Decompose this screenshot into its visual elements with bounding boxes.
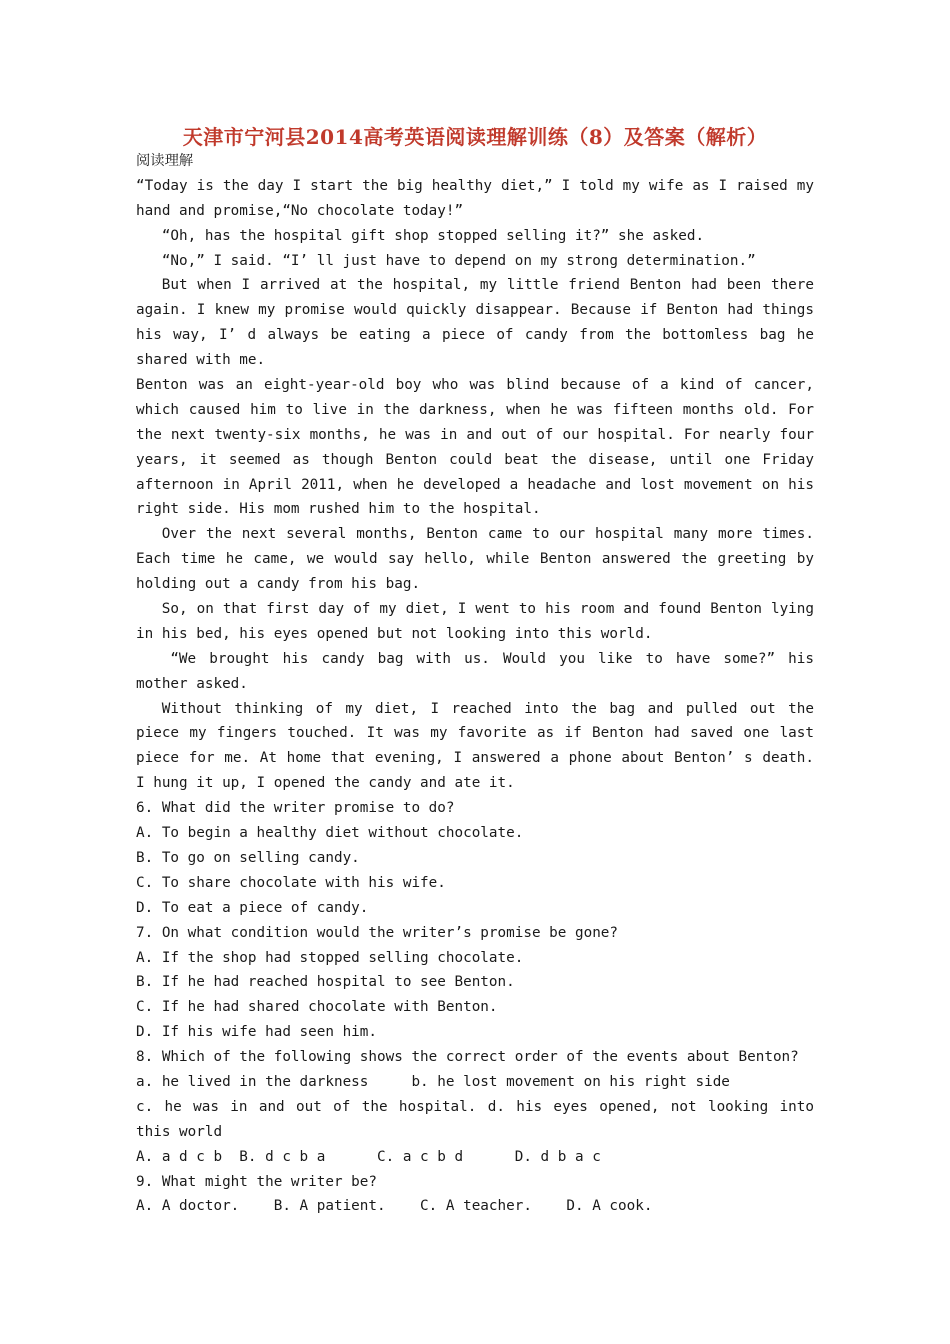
text-line: his way, I’ d always be eating a piece of candy from the bottomless bag he bbox=[136, 327, 814, 344]
text-line: a. he lived in the darkness b. he lost movement on his right side bbox=[136, 1073, 730, 1090]
text-line: again. I knew my promise would quickly disappear. Because if Benton had things bbox=[136, 302, 814, 319]
text-line: A. A doctor. B. A patient. C. A teacher. D. A cook. bbox=[136, 1198, 653, 1215]
text-line: piece my fingers touched. It was my favorite as if Benton had saved one last bbox=[136, 725, 814, 742]
text-line: piece for me. At home that evening, I answered a phone about Benton’ s death. bbox=[136, 750, 814, 767]
text-line: But when I arrived at the hospital, my little friend Benton had been there bbox=[161, 277, 814, 294]
text-line: 7. On what condition would the writer’s promise be gone? bbox=[136, 924, 619, 941]
text-line: in his bed, his eyes opened but not looking into this world. bbox=[136, 625, 653, 642]
text-line: Benton was an eight-year-old boy who was blind because of a kind of cancer, bbox=[136, 377, 814, 394]
text-line: holding out a candy from his bag. bbox=[136, 576, 421, 593]
text-line: mother asked. bbox=[136, 675, 248, 692]
text-line: 9. What might the writer be? bbox=[136, 1173, 378, 1190]
document-body bbox=[136, 149, 814, 1219]
text-line: Over the next several months, Benton came to our hospital many more times. bbox=[161, 526, 814, 543]
text-line: right side. His mom rushed him to the hospital. bbox=[136, 501, 541, 518]
text-line: Each time he came, we would say hello, while Benton answered the greeting by bbox=[136, 551, 814, 568]
text-line: So, on that first day of my diet, I went to his room and found Benton lying bbox=[161, 601, 814, 618]
text-line: A. If the shop had stopped selling chocolate. bbox=[136, 949, 524, 966]
text-line: B. If he had reached hospital to see Benton. bbox=[136, 974, 515, 991]
text-line: I hung it up, I opened the candy and ate it. bbox=[136, 775, 515, 792]
text-line: which caused him to live in the darkness, when he was fifteen months old. For bbox=[136, 401, 814, 418]
text-line: years, it seemed as though Benton could beat the disease, until one Friday bbox=[136, 451, 814, 468]
text-line: shared with me. bbox=[136, 352, 266, 369]
text-line: D. To eat a piece of candy. bbox=[136, 899, 369, 916]
text-line: C. If he had shared chocolate with Benton. bbox=[136, 999, 498, 1016]
text-line: c. he was in and out of the hospital. d. his eyes opened, not looking into bbox=[136, 1098, 814, 1115]
text-line: this world bbox=[136, 1123, 223, 1140]
text-line: hand and promise,“No chocolate today!” bbox=[136, 202, 464, 219]
text-line: “No,” I said. “I’ ll just have to depend on my strong determination.” bbox=[136, 252, 756, 269]
document-title: 天津市宁河县2014高考英语阅读理解训练（8）及答案（解析） bbox=[182, 125, 768, 149]
text-line: 8. Which of the following shows the correct order of the events about Benton? bbox=[136, 1049, 799, 1066]
text-line: the next twenty-six months, he was in and out of our hospital. For nearly four bbox=[136, 426, 814, 443]
text-line: afternoon in April 2011, when he developed a headache and lost movement on his bbox=[136, 476, 814, 493]
text-line: Without thinking of my diet, I reached into the bag and pulled out the bbox=[161, 700, 814, 717]
section-heading: 阅读理解 bbox=[136, 153, 194, 169]
text-line: D. If his wife had seen him. bbox=[136, 1024, 378, 1041]
text-line: A. To begin a healthy diet without chocolate. bbox=[136, 825, 524, 842]
text-line: “Oh, has the hospital gift shop stopped selling it?” she asked. bbox=[136, 227, 705, 244]
text-line: C. To share chocolate with his wife. bbox=[136, 874, 446, 891]
text-line: B. To go on selling candy. bbox=[136, 849, 360, 866]
text-line: 6. What did the writer promise to do? bbox=[136, 800, 455, 817]
text-line: “We brought his candy bag with us. Would you like to have some?” his bbox=[170, 650, 814, 667]
text-line: A. a d c b B. d c b a C. a c b d D. d b a c bbox=[136, 1148, 601, 1165]
text-line: “Today is the day I start the big healthy diet,” I told my wife as I raised my bbox=[136, 177, 814, 194]
